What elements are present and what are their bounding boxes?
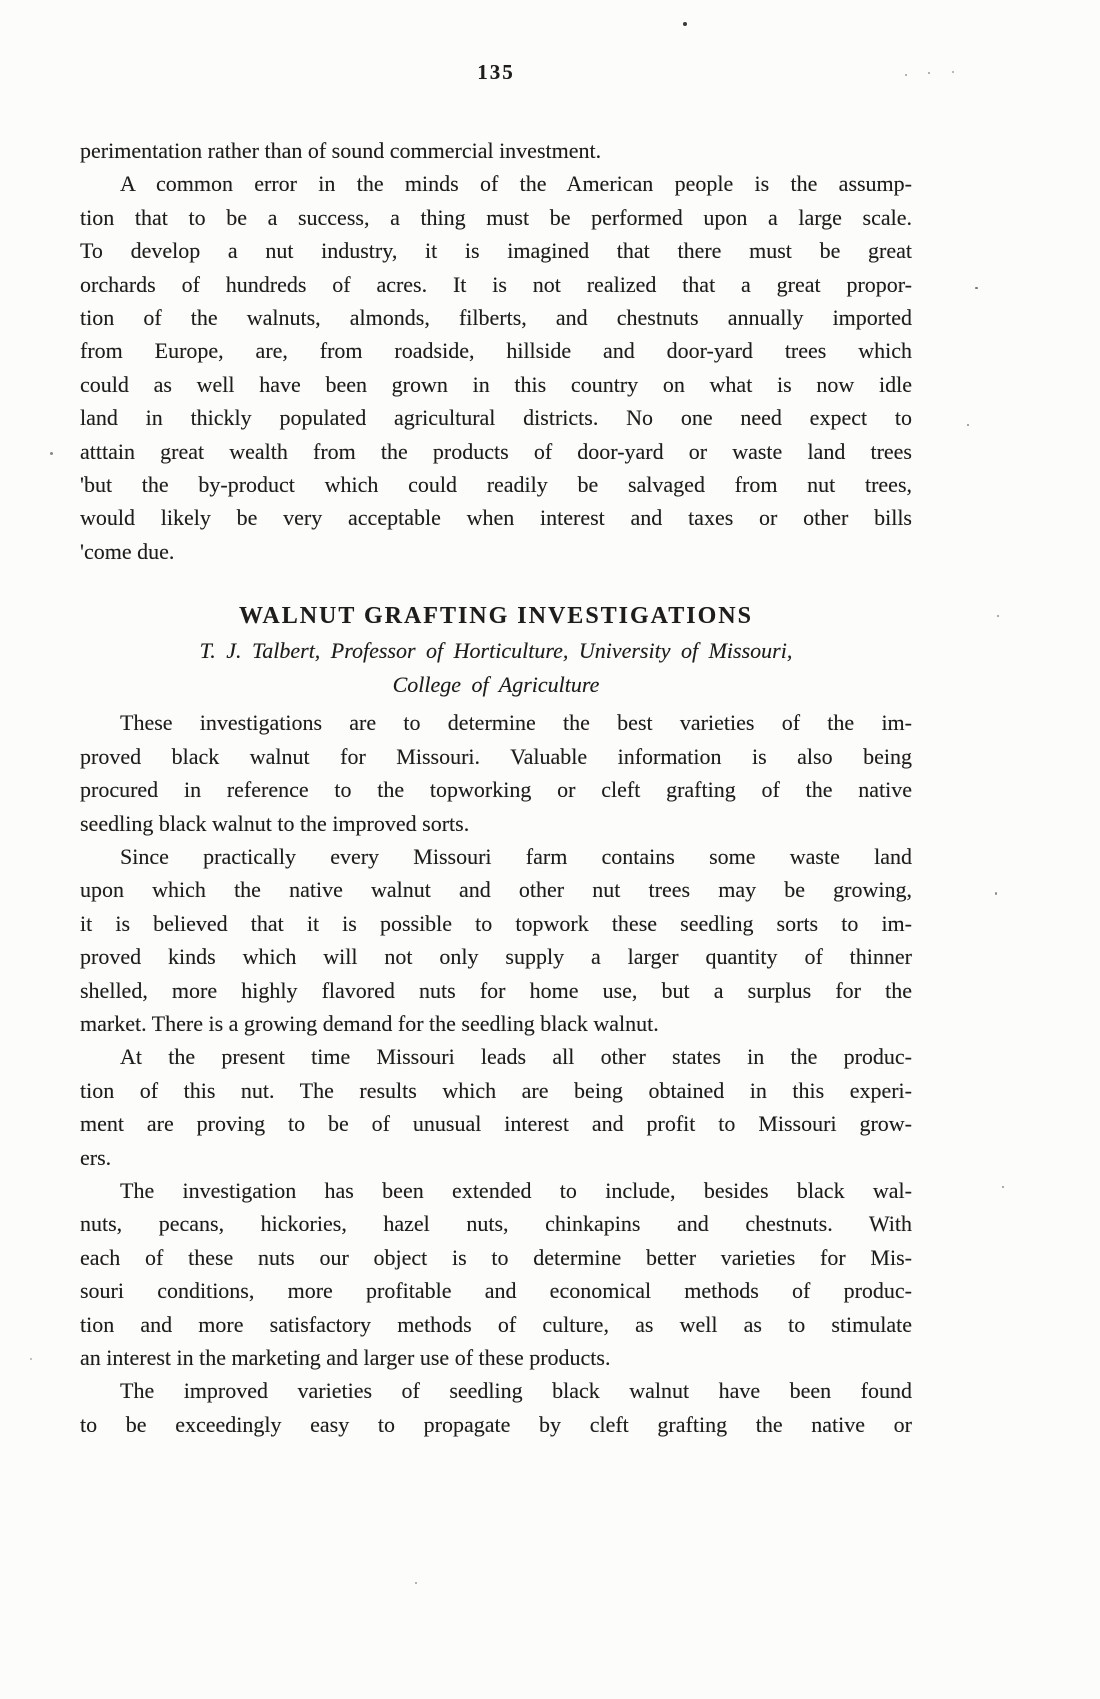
text-line: A common error in the minds of the American people is the assump- xyxy=(120,171,912,197)
text-line: tion of the walnuts, almonds, filberts, and chestnuts annually imported xyxy=(80,305,912,331)
text-line: seedling black walnut to the improved sorts. xyxy=(80,810,470,836)
byline-line: College of Agriculture xyxy=(392,672,600,698)
text-line: from Europe, are, from roadside, hillside and door-yard trees which xyxy=(80,338,912,364)
text-line: 'but the by-product which could readily be salvaged from nut trees, xyxy=(80,472,912,498)
text-line: These investigations are to determine the best varieties of the im- xyxy=(120,710,912,736)
text-line: tion of this nut. The results which are being obtained in this experi- xyxy=(80,1077,912,1103)
page-body xyxy=(80,134,912,1441)
scan-speck xyxy=(995,892,997,895)
scan-speck xyxy=(967,424,969,426)
byline xyxy=(80,634,912,702)
text-line: orchards of hundreds of acres. It is not realized that a great propor- xyxy=(80,271,912,297)
text-line: would likely be very acceptable when interest and taxes or other bills xyxy=(80,505,912,531)
text-line: nuts, pecans, hickories, hazel nuts, chinkapins and chestnuts. With xyxy=(80,1211,912,1237)
text-line: to be exceedingly easy to propagate by cleft grafting the native or xyxy=(80,1411,912,1437)
text-line: To develop a nut industry, it is imagined that there must be great xyxy=(80,238,912,264)
paragraph xyxy=(80,167,912,568)
paragraph xyxy=(80,1040,912,1174)
scan-speck xyxy=(997,615,999,617)
scan-speck xyxy=(1002,1186,1004,1188)
text-line: ers. xyxy=(80,1144,112,1170)
scan-speck xyxy=(30,1358,32,1360)
scan-speck xyxy=(683,22,687,26)
text-line: market. There is a growing demand for the seedling black walnut. xyxy=(80,1010,659,1036)
scan-speck xyxy=(415,1582,417,1584)
byline-line: T. J. Talbert, Professor of Horticulture, University of Missouri, xyxy=(199,638,793,664)
text-line: souri conditions, more profitable and economical methods of produc- xyxy=(80,1278,912,1304)
text-line: procured in reference to the topworking or cleft grafting of the native xyxy=(80,777,912,803)
text-line: upon which the native walnut and other nut trees may be growing, xyxy=(80,877,912,903)
section-heading: WALNUT GRAFTING INVESTIGATIONS xyxy=(239,603,753,630)
scan-speck xyxy=(952,71,954,73)
page-number: 135 xyxy=(477,60,515,84)
text-line: Since practically every Missouri farm contains some waste land xyxy=(120,843,912,869)
text-line: The improved varieties of seedling black walnut have been found xyxy=(120,1378,912,1404)
text-line: ment are proving to be of unusual interest and profit to Missouri grow- xyxy=(80,1111,912,1137)
paragraph xyxy=(80,840,912,1040)
text-line: tion that to be a success, a thing must be performed upon a large scale. xyxy=(80,204,912,230)
scan-speck xyxy=(928,72,930,74)
text-line: proved black walnut for Missouri. Valuable information is also being xyxy=(80,743,912,769)
text-line: tion and more satisfactory methods of culture, as well as to stimulate xyxy=(80,1311,912,1337)
text-line: atttain great wealth from the products of door-yard or waste land trees xyxy=(80,438,912,464)
paragraph xyxy=(80,1374,912,1441)
text-line: an interest in the marketing and larger use of these products. xyxy=(80,1345,611,1370)
text-line: 'come due. xyxy=(80,538,175,564)
paragraph xyxy=(80,706,912,840)
paragraph xyxy=(80,1174,912,1374)
scan-speck xyxy=(975,287,978,289)
text-line: land in thickly populated agricultural districts. No one need expect to xyxy=(80,405,912,431)
scan-speck xyxy=(50,452,53,455)
text-line: proved kinds which will not only supply a larger quantity of thinner xyxy=(80,944,912,970)
text-line: could as well have been grown in this country on what is now idle xyxy=(80,371,912,397)
text-line: each of these nuts our object is to determine better varieties for Mis- xyxy=(80,1244,912,1270)
paragraph xyxy=(80,134,912,167)
text-line: it is believed that it is possible to topwork these seedling sorts to im- xyxy=(80,910,912,936)
text-line: perimentation rather than of sound commercial investment. xyxy=(80,138,602,163)
text-line: The investigation has been extended to include, besides black wal- xyxy=(120,1177,912,1203)
text-line: shelled, more highly flavored nuts for home use, but a surplus for the xyxy=(80,977,912,1003)
text-line: At the present time Missouri leads all other states in the produc- xyxy=(120,1044,912,1070)
